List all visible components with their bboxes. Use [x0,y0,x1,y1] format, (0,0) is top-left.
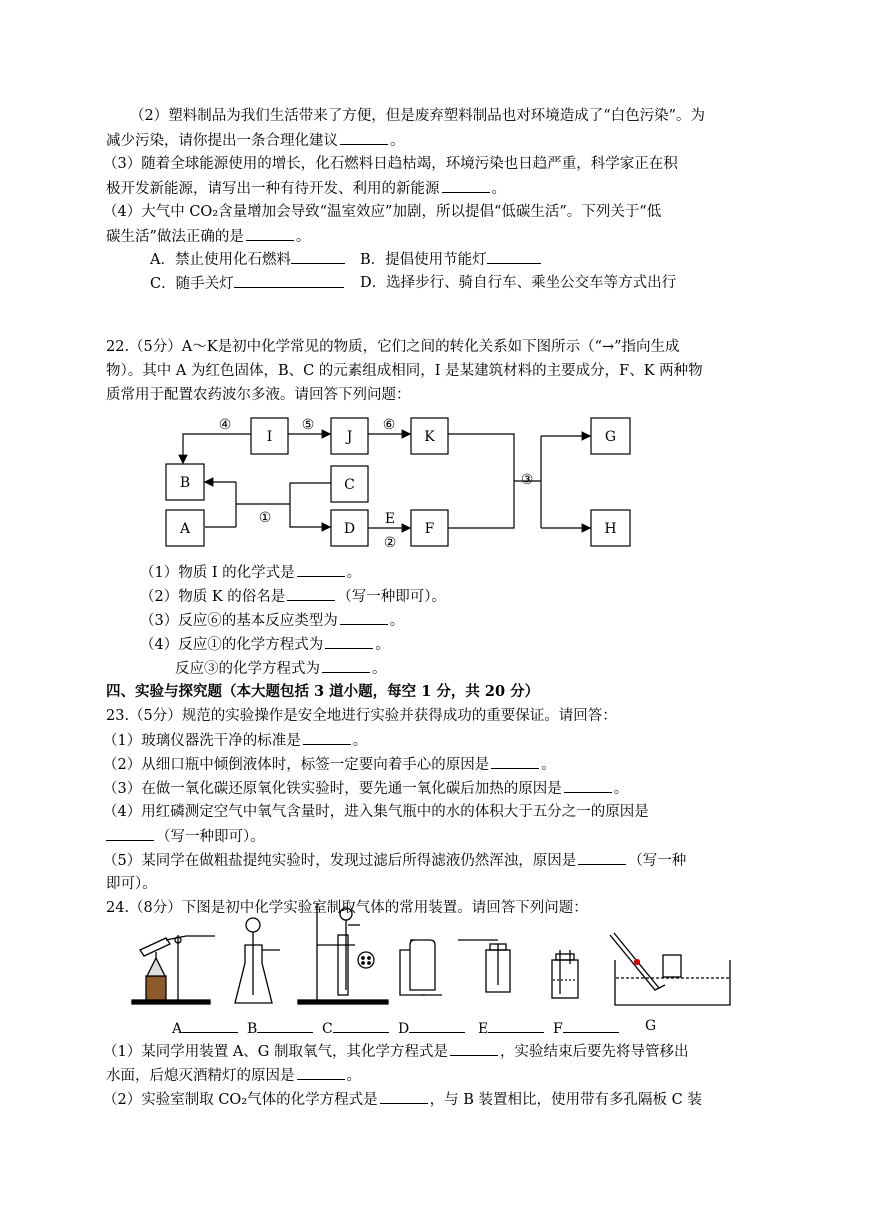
label-j: J [346,429,353,445]
apparatus-d [400,940,442,995]
q23-s5a2-text: （写一种 [628,853,687,869]
answer-blank[interactable] [450,1041,498,1056]
q22-s1 [140,562,361,583]
q22-s4a [140,634,390,655]
apparatus-label-b [247,1018,313,1037]
label-i: I [266,429,273,445]
option-c-text: C．随手关灯 [150,276,234,292]
q22-s4a-text: （4）反应①的化学方程式为 [140,637,324,653]
q23-s5a-text: （5）某同学在做粗盐提纯实验时，发现过滤后所得滤液仍然浑浊，原因是 [103,853,577,869]
label-reaction5: ⑤ [301,417,315,433]
apparatus-label-e [478,1018,544,1037]
label-a: A [179,521,191,537]
answer-blank[interactable] [564,778,612,793]
q21-p3-line1: （3）随着全球能源使用的增长，化石燃料日趋枯竭，环境污染也日趋严重，科学家正在积 [103,156,678,172]
period: 。 [295,229,311,245]
period: 。 [491,181,506,197]
q22-s4b [175,658,387,679]
section-heading: 四、实验与探究题（本大题包括 3 道小题，每空 1 分，共 20 分） [106,683,540,700]
arrow-to-d [290,483,331,527]
label-reaction1: ① [258,510,272,526]
lab-apparatus-figure [120,900,740,1015]
label-reaction3: ③ [520,472,534,488]
q22-s2-tail: （写一种即可）。 [337,589,447,605]
apparatus-b [235,918,280,1003]
q21-p4-line1: （4）大气中 CO₂含量增加会导致“温室效应”加剧，所以提倡“低碳生活”。下列关于“低 [103,204,662,220]
q21-p2-line1: （2）塑料制品为我们生活带来了方便，但是废弃塑料制品也对环境造成了“白色污染”。为 [130,108,706,124]
answer-blank[interactable] [297,1065,345,1080]
label-reaction6: ⑥ [382,417,396,433]
q22-s3 [140,610,404,631]
period: 。 [352,733,368,749]
q23-title: 23.（5分）规范的实验操作是安全地进行实验并获得成功的重要保证。请回答： [106,708,617,724]
q23-s2 [103,754,556,775]
answer-blank[interactable] [322,658,370,673]
period: 。 [375,637,390,653]
apparatus-label-c [322,1018,389,1037]
answer-blank[interactable] [297,562,345,577]
answer-blank[interactable] [380,1089,428,1104]
option-underline [333,1018,389,1033]
label-c: C [344,477,355,493]
label-text: E [478,1021,489,1037]
label-text: F [553,1021,563,1037]
q23-s1-text: （1）玻璃仪器洗干净的标准是 [103,733,301,749]
q21-option-d: D．选择步行、骑自行车、乘坐公交车等方式出行 [360,275,677,291]
apparatus-label-f [553,1018,619,1037]
q22-s1-text: （1）物质 I 的化学式是 [140,565,295,581]
q24-s1b-text: 水面，后熄灭酒精灯的原因是 [106,1068,295,1084]
label-text: A [172,1021,183,1037]
q22-line3: 质常用于配置农药波尔多液。请回答下列问题： [106,387,411,403]
option-b-text: B．提倡使用节能灯 [360,252,487,268]
q22-line2: 物）。其中 A 为红色固体，B、C 的元素组成相同，I 是某建筑材料的主要成分，F、K 两种物 [106,363,703,379]
apparatus-e [458,940,510,992]
option-underline [409,1018,465,1033]
q21-p2-text: 减少污染，请你提出一条合理化建议 [106,133,338,149]
answer-blank[interactable] [340,610,388,625]
q22-line1: 22.（5分）A～K是初中化学常见的物质，它们之间的转化关系如下图所示（“→”指向生成 [106,339,680,355]
answer-blank[interactable] [303,730,351,745]
apparatus-g [610,933,730,1005]
answer-blank[interactable] [106,826,154,841]
q24-s2-line1 [103,1089,702,1110]
label-k: K [424,429,435,445]
label-text: D [398,1021,410,1037]
answer-blank[interactable] [325,634,373,649]
q22-s2 [140,586,446,607]
q24-s1a-text: （1）某同学用装置 A、G 制取氧气，其化学方程式是 [103,1044,448,1060]
label-text: C [322,1021,333,1037]
q23-s3 [103,778,628,799]
answer-blank[interactable] [578,850,626,865]
q23-s4-line2 [106,826,265,847]
q21-p3-text: 极开发新能源，请写出一种有待开发、利用的新能源 [106,181,440,197]
q22-s3-text: （3）反应⑥的基本反应类型为 [140,613,338,629]
q21-p4-text: 碳生活”做法正确的是 [106,229,244,245]
q24-title: 24.（8分）下图是初中化学实验室制取气体的常用装置。请回答下列问题： [106,900,588,916]
reaction-diagram [0,0,869,560]
option-underline [488,1018,544,1033]
label-b: B [179,475,191,491]
q22-s2-text: （2）物质 K 的俗名是 [140,589,286,605]
apparatus-label-g: G [645,1018,657,1034]
option-underline [182,1018,238,1033]
line-k-f-junction [448,434,514,528]
apparatus-label-a [172,1018,238,1037]
q24-s1-line1 [103,1041,689,1062]
option-underline [257,1018,313,1033]
q22-s4b-text: 反应③的化学方程式为 [175,661,320,677]
q23-s3-text: （3）在做一氧化碳还原氧化铁实验时，要先通一氧化碳后加热的原因是 [103,781,562,797]
option-a-text: A．禁止使用化石燃料 [150,252,291,268]
q23-s1 [103,730,367,751]
period: 。 [346,1068,361,1084]
apparatus-c [298,903,388,1004]
label-d: D [343,521,356,537]
q24-s2a2-text: ，与 B 装置相比，使用带有多孔隔板 C 装 [429,1092,702,1108]
label-reaction2: ② [383,535,397,551]
arrow-i-b [183,434,251,463]
label-e: E [384,511,396,527]
period: 。 [346,565,362,581]
answer-blank[interactable] [491,754,539,769]
period: 。 [541,757,556,773]
option-underline [563,1018,619,1033]
apparatus-f [552,950,578,998]
q24-s2a-text: （2）实验室制取 CO₂气体的化学方程式是 [103,1092,378,1108]
label-f: F [424,521,435,537]
label-g: G [604,429,617,445]
q23-s5-line2: 即可）。 [106,876,157,892]
q23-s4-line1: （4）用红磷测定空气中氧气含量时，进入集气瓶中的水的体积大于五分之一的原因是 [103,804,649,820]
q23-s5-line1 [103,850,686,871]
q23-s2-text: （2）从细口瓶中倾倒液体时，标签一定要向着手心的原因是 [103,757,490,773]
period: 。 [372,661,387,677]
period: 。 [390,133,405,149]
label-h: H [604,521,617,537]
q24-s1a2-text: ，实验结束后要先将导管移出 [500,1044,689,1060]
label-reaction4: ④ [218,417,232,433]
label-text: B [247,1021,258,1037]
period: 。 [389,613,405,629]
q24-s1-line2 [106,1065,361,1086]
apparatus-a [132,935,215,1004]
answer-blank[interactable] [287,586,335,601]
q23-s4b-text: （写一种即可）。 [156,829,265,845]
period: 。 [613,781,629,797]
apparatus-label-d [398,1018,465,1037]
